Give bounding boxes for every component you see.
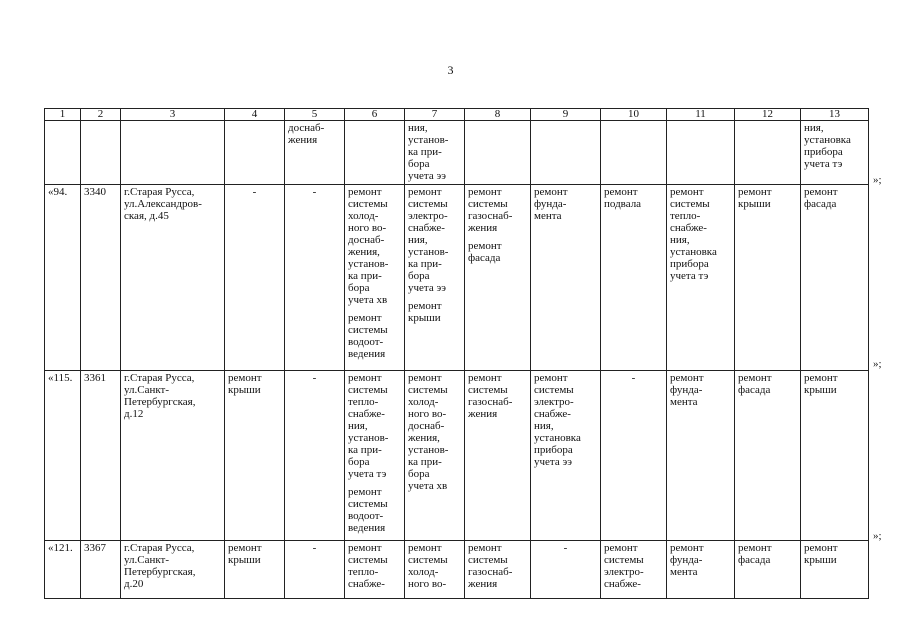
cell-text: ремонт системы тепло- снабже- ния, установ- ка при- бора учета тэ [348,372,389,480]
column-number-header: 2 [81,109,121,121]
work-cell [405,371,465,541]
table-cell [531,121,601,185]
table-cell [601,121,667,185]
address-cell [121,541,225,599]
work-cell [667,185,735,371]
address-cell [121,371,225,541]
table-cell [667,121,735,185]
page-number: 3 [447,63,454,77]
column-number-header: 1 [45,109,81,121]
cell-text: г.Старая Русса, ул.Санкт- Петербургская, д.20 [124,542,196,590]
cell-text: ремонт системы водоот- ведения [348,486,388,534]
cell-text: ремонт системы газоснаб- жения [468,542,513,590]
work-cell [465,541,531,599]
continuation-row [45,121,869,185]
work-cell [601,371,667,541]
row-closing-mark: »; [873,358,882,370]
work-cell [345,371,405,541]
work-cell [667,541,735,599]
work-cell [225,371,285,541]
work-cell [405,541,465,599]
work-cell [531,541,601,599]
header-row [45,109,869,121]
work-cell [667,371,735,541]
cell-text: - [312,372,317,384]
work-cell [345,541,405,599]
work-cell [225,541,285,599]
row-number-cell [45,185,81,371]
cell-text: «94. [48,186,68,198]
column-number-header: 13 [801,109,869,121]
cell-text: ремонт фасада [804,186,838,210]
cell-text: ремонт крыши [408,300,442,324]
cell-text: ремонт системы электро- снабже- ния, установ- ка при- бора учета ээ [408,186,449,294]
table-cell [45,121,81,185]
cell-text: ремонт системы холод- ного во- [408,542,448,590]
work-cell [465,185,531,371]
column-number-header: 12 [735,109,801,121]
work-cell [735,541,801,599]
table-cell [121,121,225,185]
table-row [45,185,869,371]
work-cell [531,371,601,541]
work-cell [531,185,601,371]
table-cell [735,121,801,185]
work-cell [225,185,285,371]
cell-text: г.Старая Русса, ул.Санкт- Петербургская, д.12 [124,372,196,420]
cell-text: ремонт фасада [738,542,772,566]
column-number-header: 10 [601,109,667,121]
cell-text: «121. [48,542,73,554]
cell-text: - [312,186,317,198]
house-code-cell [81,541,121,599]
house-code-cell [81,185,121,371]
table-row [45,541,869,599]
cell-text: ремонт системы холод- ного во- доснаб- жения, установ- ка при- бора учета хв [408,372,449,492]
row-number-cell [45,541,81,599]
row-number-cell [45,371,81,541]
cell-text: г.Старая Русса, ул.Александров- ская, д.45 [124,186,202,222]
cell-text: ремонт крыши [804,542,838,566]
table-cell [345,121,405,185]
column-number-header: 4 [225,109,285,121]
cell-text: ремонт фасада [738,372,772,396]
cell-text: 3367 [84,542,106,554]
works-table [44,108,869,599]
house-code-cell [81,371,121,541]
work-cell [735,371,801,541]
address-cell [121,185,225,371]
cell-text: ремонт системы электро- снабже- ния, установка прибора учета ээ [534,372,581,468]
cell-text: ремонт фунда- мента [670,372,704,408]
table-cell [801,121,869,185]
work-cell [601,541,667,599]
cell-text: ремонт крыши [738,186,772,210]
cell-text: ния, установка прибора учета тэ [804,122,851,170]
work-cell [465,371,531,541]
work-cell [285,185,345,371]
cell-text: ремонт системы водоот- ведения [348,312,388,360]
cell-text: - [631,372,636,384]
table-cell [81,121,121,185]
cell-text: ремонт фунда- мента [534,186,568,222]
cell-text: ремонт крыши [228,542,262,566]
work-cell [801,185,869,371]
row-closing-mark: »; [873,530,882,542]
cell-text: ремонт системы тепло- снабже- ния, установка прибора учета тэ [670,186,717,282]
cell-text: ремонт системы холод- ного во- доснаб- жения, установ- ка при- бора учета хв [348,186,389,306]
cell-text: - [563,542,568,554]
cell-text: - [312,542,317,554]
work-cell [801,371,869,541]
column-number-header: 8 [465,109,531,121]
cell-text: - [252,186,257,198]
cell-text: ремонт системы электро- снабже- [604,542,644,590]
table-cell [225,121,285,185]
work-cell [285,371,345,541]
column-number-header: 7 [405,109,465,121]
table-row [45,371,869,541]
table-cell [405,121,465,185]
cell-text: ремонт системы газоснаб- жения [468,372,513,420]
work-cell [801,541,869,599]
table-cell [465,121,531,185]
column-number-header: 11 [667,109,735,121]
cell-text: 3340 [84,186,106,198]
cell-text: ремонт фунда- мента [670,542,704,578]
work-cell [601,185,667,371]
work-cell [345,185,405,371]
cell-text: ния, установ- ка при- бора учета ээ [408,122,449,182]
column-number-header: 9 [531,109,601,121]
table-cell [285,121,345,185]
column-number-header: 3 [121,109,225,121]
cell-text: ремонт крыши [804,372,838,396]
cell-text: ремонт подвала [604,186,642,210]
column-number-header: 5 [285,109,345,121]
work-cell [735,185,801,371]
cell-text: «115. [48,372,73,384]
cell-text: доснаб- жения [288,122,325,146]
column-number-header: 6 [345,109,405,121]
work-cell [285,541,345,599]
cell-text: ремонт системы газоснаб- жения [468,186,513,234]
cell-text: ремонт фасада [468,240,502,264]
row-closing-mark: »; [873,174,882,186]
cell-text: ремонт крыши [228,372,262,396]
cell-text: ремонт системы тепло- снабже- [348,542,388,590]
cell-text: 3361 [84,372,106,384]
work-cell [405,185,465,371]
